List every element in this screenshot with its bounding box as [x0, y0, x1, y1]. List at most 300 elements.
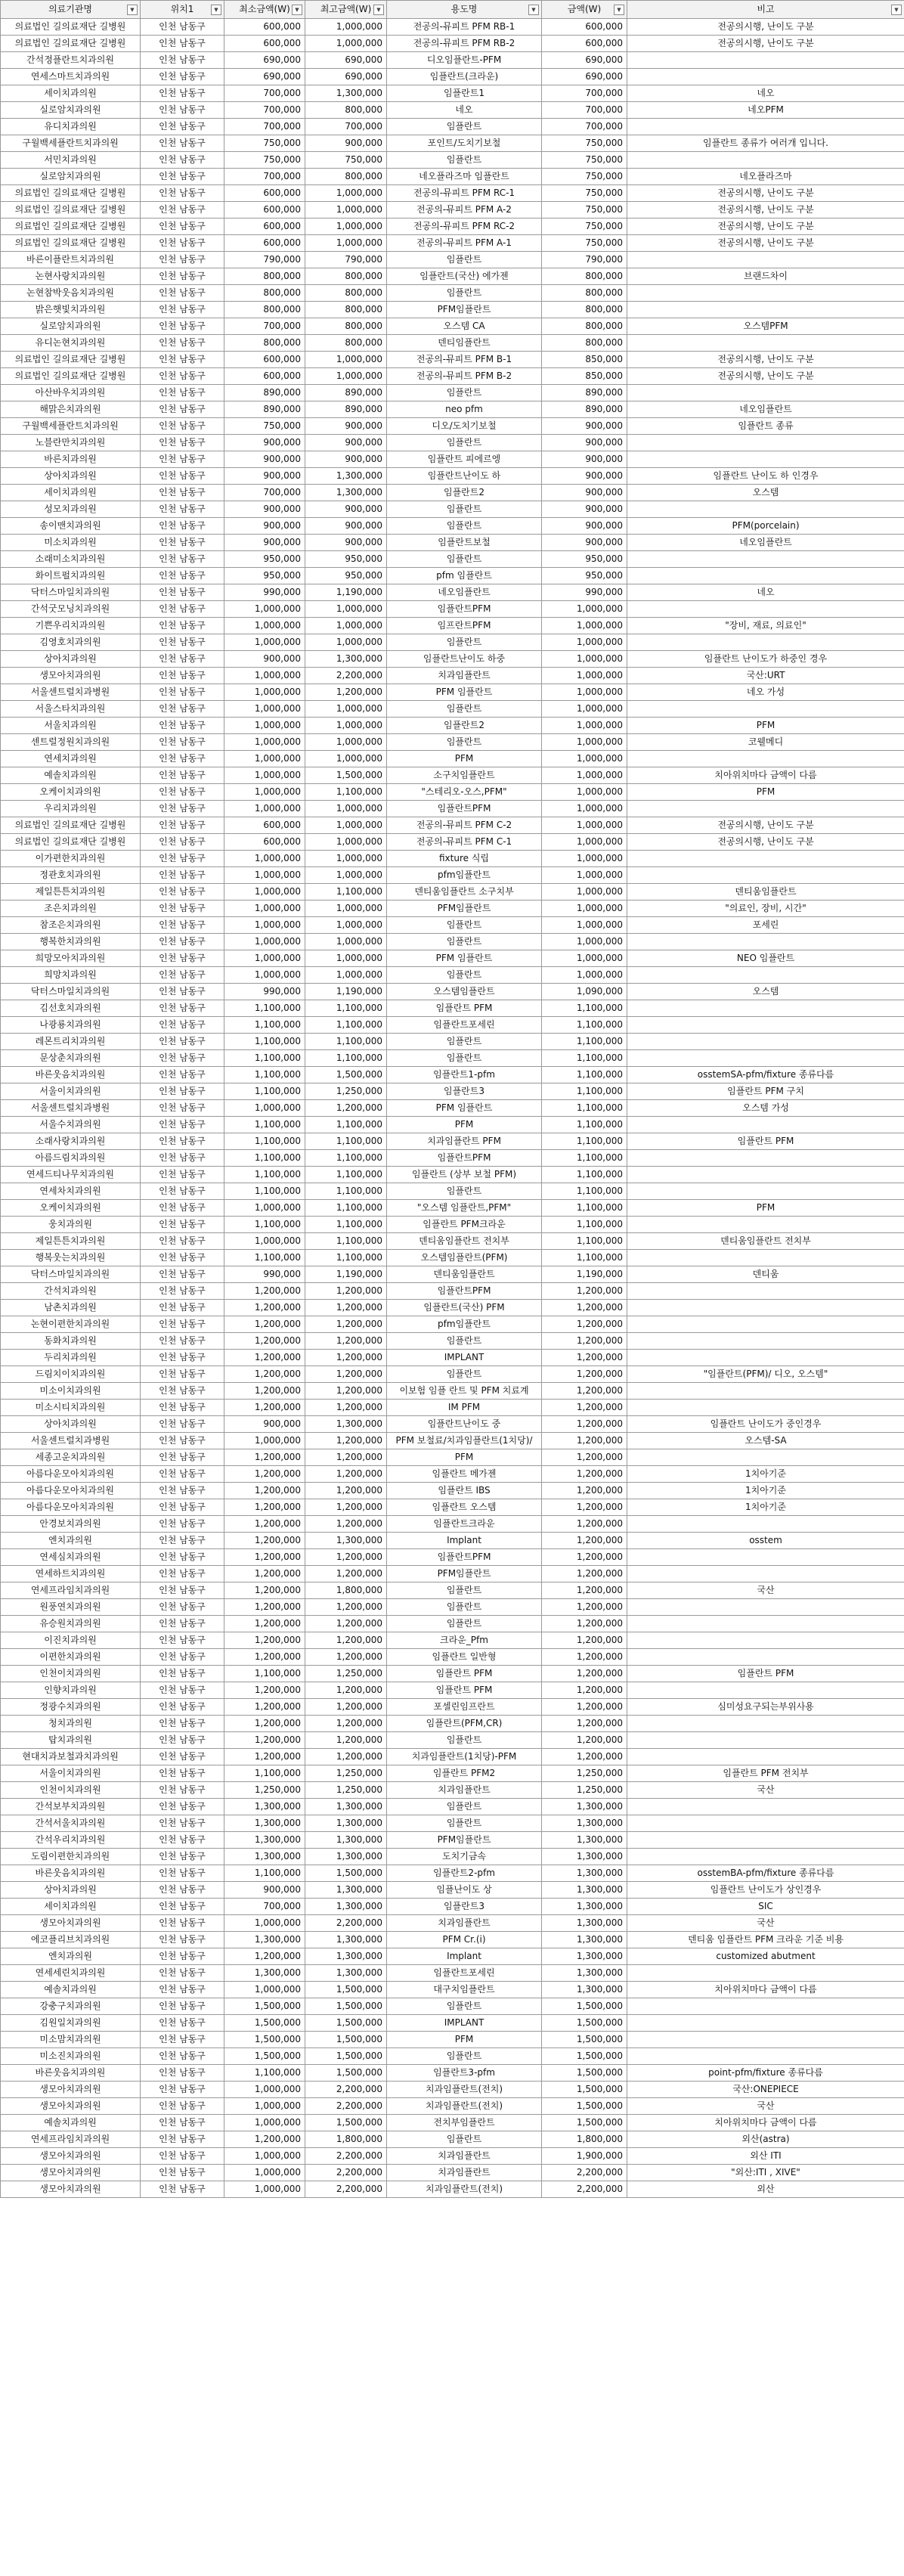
cell-min-price[interactable]: 1,200,000: [224, 1566, 305, 1582]
cell-remarks[interactable]: [627, 1516, 904, 1533]
cell-price[interactable]: 1,500,000: [542, 1998, 627, 2015]
cell-price[interactable]: 1,000,000: [542, 934, 627, 950]
filter-dropdown-icon[interactable]: ▼: [614, 5, 624, 15]
cell-min-price[interactable]: 1,000,000: [224, 618, 305, 634]
cell-max-price[interactable]: 1,100,000: [305, 1200, 387, 1217]
cell-remarks[interactable]: [627, 1000, 904, 1017]
cell-min-price[interactable]: 1,000,000: [224, 2115, 305, 2131]
cell-max-price[interactable]: 2,200,000: [305, 2181, 387, 2198]
cell-max-price[interactable]: 1,000,000: [305, 934, 387, 950]
cell-institution[interactable]: 의료법인 길의료재단 길병원: [1, 235, 141, 252]
cell-min-price[interactable]: 1,100,000: [224, 1000, 305, 1017]
cell-max-price[interactable]: 750,000: [305, 152, 387, 169]
cell-institution[interactable]: 성모치과의원: [1, 501, 141, 518]
cell-price[interactable]: 700,000: [542, 85, 627, 102]
cell-remarks[interactable]: [627, 119, 904, 135]
cell-max-price[interactable]: 1,200,000: [305, 1682, 387, 1699]
cell-institution[interactable]: 생모아치과의원: [1, 2082, 141, 2098]
cell-price[interactable]: 1,100,000: [542, 1083, 627, 1100]
cell-remarks[interactable]: [627, 1150, 904, 1167]
cell-institution[interactable]: 의료법인 길의료재단 길병원: [1, 352, 141, 368]
cell-remarks[interactable]: [627, 1965, 904, 1982]
cell-price[interactable]: 1,000,000: [542, 967, 627, 984]
cell-price[interactable]: 1,500,000: [542, 2048, 627, 2065]
cell-location[interactable]: 인천 남동구: [141, 684, 224, 701]
table-row[interactable]: [1, 551, 904, 568]
cell-location[interactable]: 인천 남동구: [141, 1499, 224, 1516]
cell-institution[interactable]: 서울수치과의원: [1, 1117, 141, 1133]
cell-remarks[interactable]: [627, 385, 904, 401]
table-row[interactable]: [1, 69, 904, 85]
cell-price[interactable]: 1,300,000: [542, 1865, 627, 1882]
cell-min-price[interactable]: 800,000: [224, 285, 305, 302]
cell-usage[interactable]: 임플란트: [387, 385, 542, 401]
cell-min-price[interactable]: 1,000,000: [224, 684, 305, 701]
cell-min-price[interactable]: 800,000: [224, 335, 305, 352]
cell-remarks[interactable]: [627, 601, 904, 618]
cell-usage[interactable]: 덴티움임플란트: [387, 1266, 542, 1283]
cell-price[interactable]: 1,100,000: [542, 1167, 627, 1183]
cell-max-price[interactable]: 1,250,000: [305, 1666, 387, 1682]
cell-usage[interactable]: 임플란트: [387, 152, 542, 169]
cell-min-price[interactable]: 1,100,000: [224, 1183, 305, 1200]
cell-price[interactable]: 1,000,000: [542, 634, 627, 651]
cell-usage[interactable]: PFM임플란트: [387, 1832, 542, 1849]
cell-usage[interactable]: 임플란트: [387, 701, 542, 718]
table-row[interactable]: [1, 385, 904, 401]
cell-usage[interactable]: 임플란트: [387, 501, 542, 518]
cell-min-price[interactable]: 990,000: [224, 1266, 305, 1283]
cell-min-price[interactable]: 1,200,000: [224, 1533, 305, 1549]
cell-max-price[interactable]: 2,200,000: [305, 2082, 387, 2098]
cell-price[interactable]: 750,000: [542, 135, 627, 152]
cell-location[interactable]: 인천 남동구: [141, 501, 224, 518]
cell-remarks[interactable]: PFM: [627, 718, 904, 734]
cell-max-price[interactable]: 1,300,000: [305, 1832, 387, 1849]
cell-usage[interactable]: 임플란트 PFM2: [387, 1765, 542, 1782]
cell-location[interactable]: 인천 남동구: [141, 734, 224, 751]
cell-min-price[interactable]: 700,000: [224, 318, 305, 335]
cell-min-price[interactable]: 1,200,000: [224, 1300, 305, 1316]
cell-location[interactable]: 인천 남동구: [141, 1067, 224, 1083]
cell-remarks[interactable]: 치아위치마다 금액이 다름: [627, 767, 904, 784]
cell-max-price[interactable]: 1,000,000: [305, 202, 387, 219]
table-row[interactable]: [1, 901, 904, 917]
cell-usage[interactable]: 네오플라즈마 임플란트: [387, 169, 542, 185]
cell-remarks[interactable]: [627, 2032, 904, 2048]
cell-location[interactable]: 인천 남동구: [141, 1233, 224, 1250]
cell-price[interactable]: 900,000: [542, 451, 627, 468]
cell-usage[interactable]: 임플란트2-pfm: [387, 1865, 542, 1882]
cell-usage[interactable]: 임플란트: [387, 1183, 542, 1200]
cell-remarks[interactable]: 브랜드차이: [627, 268, 904, 285]
cell-institution[interactable]: 유디치과의원: [1, 119, 141, 135]
cell-max-price[interactable]: 1,200,000: [305, 1499, 387, 1516]
cell-location[interactable]: 인천 남동구: [141, 435, 224, 451]
cell-remarks[interactable]: 오스템: [627, 984, 904, 1000]
cell-usage[interactable]: 디오/도치기보철: [387, 418, 542, 435]
cell-remarks[interactable]: 덴티움임플란트 전치부: [627, 1233, 904, 1250]
cell-location[interactable]: 인천 남동구: [141, 917, 224, 934]
cell-usage[interactable]: 치과임플란트 PFM: [387, 1133, 542, 1150]
cell-min-price[interactable]: 750,000: [224, 152, 305, 169]
cell-price[interactable]: 1,200,000: [542, 1300, 627, 1316]
table-row[interactable]: [1, 1333, 904, 1350]
cell-usage[interactable]: 치과임플란트(전치): [387, 2082, 542, 2098]
cell-remarks[interactable]: 전공의시행, 난이도 구분: [627, 36, 904, 52]
cell-price[interactable]: 1,300,000: [542, 1982, 627, 1998]
cell-remarks[interactable]: 네오플라즈마: [627, 169, 904, 185]
table-row[interactable]: [1, 1948, 904, 1965]
cell-location[interactable]: 인천 남동구: [141, 634, 224, 651]
cell-max-price[interactable]: 1,000,000: [305, 751, 387, 767]
cell-institution[interactable]: 바른웃음치과의원: [1, 2065, 141, 2082]
cell-institution[interactable]: 의료법인 길의료재단 길병원: [1, 202, 141, 219]
cell-location[interactable]: 인천 남동구: [141, 1915, 224, 1932]
cell-location[interactable]: 인천 남동구: [141, 1815, 224, 1832]
table-row[interactable]: [1, 1183, 904, 1200]
cell-institution[interactable]: 안경보치과의원: [1, 1516, 141, 1533]
cell-institution[interactable]: 바른치과의원: [1, 451, 141, 468]
cell-institution[interactable]: 예솔치과의원: [1, 767, 141, 784]
table-row[interactable]: [1, 2098, 904, 2115]
cell-usage[interactable]: 임플란트: [387, 1366, 542, 1383]
cell-usage[interactable]: 임플란트1: [387, 85, 542, 102]
cell-min-price[interactable]: 600,000: [224, 202, 305, 219]
cell-institution[interactable]: 세이치과의원: [1, 485, 141, 501]
cell-location[interactable]: 인천 남동구: [141, 2181, 224, 2198]
cell-min-price[interactable]: 1,500,000: [224, 2032, 305, 2048]
table-row[interactable]: [1, 85, 904, 102]
cell-price[interactable]: 850,000: [542, 368, 627, 385]
table-row[interactable]: [1, 152, 904, 169]
table-row[interactable]: [1, 1749, 904, 1765]
cell-usage[interactable]: 임플란트 일반형: [387, 1649, 542, 1666]
cell-min-price[interactable]: 1,200,000: [224, 1582, 305, 1599]
cell-min-price[interactable]: 1,100,000: [224, 1017, 305, 1034]
cell-min-price[interactable]: 900,000: [224, 1416, 305, 1433]
cell-min-price[interactable]: 600,000: [224, 817, 305, 834]
cell-institution[interactable]: 현대치과보철과치과의원: [1, 1749, 141, 1765]
table-row[interactable]: [1, 2082, 904, 2098]
cell-remarks[interactable]: [627, 851, 904, 867]
cell-min-price[interactable]: 1,000,000: [224, 901, 305, 917]
cell-price[interactable]: 1,200,000: [542, 1616, 627, 1632]
cell-max-price[interactable]: 900,000: [305, 135, 387, 152]
cell-min-price[interactable]: 1,200,000: [224, 1400, 305, 1416]
cell-min-price[interactable]: 1,500,000: [224, 2048, 305, 2065]
table-row[interactable]: [1, 568, 904, 584]
cell-min-price[interactable]: 600,000: [224, 834, 305, 851]
cell-location[interactable]: 인천 남동구: [141, 268, 224, 285]
cell-usage[interactable]: 덴티움임플란트 소구치부: [387, 884, 542, 901]
cell-institution[interactable]: 바른이플란트치과의원: [1, 252, 141, 268]
table-row[interactable]: [1, 1616, 904, 1632]
table-row[interactable]: [1, 884, 904, 901]
cell-price[interactable]: 900,000: [542, 501, 627, 518]
cell-price[interactable]: 1,500,000: [542, 2032, 627, 2048]
cell-min-price[interactable]: 1,200,000: [224, 1732, 305, 1749]
cell-usage[interactable]: PFM 임플란트: [387, 950, 542, 967]
cell-location[interactable]: 인천 남동구: [141, 784, 224, 801]
cell-institution[interactable]: 제일튼튼치과의원: [1, 884, 141, 901]
cell-max-price[interactable]: 1,500,000: [305, 1067, 387, 1083]
cell-location[interactable]: 인천 남동구: [141, 1865, 224, 1882]
cell-location[interactable]: 인천 남동구: [141, 1516, 224, 1533]
cell-remarks[interactable]: 네오임플란트: [627, 535, 904, 551]
table-row[interactable]: [1, 52, 904, 69]
table-row[interactable]: [1, 1716, 904, 1732]
cell-institution[interactable]: 오케이치과의원: [1, 784, 141, 801]
cell-price[interactable]: 1,100,000: [542, 1133, 627, 1150]
cell-location[interactable]: 인천 남동구: [141, 69, 224, 85]
cell-location[interactable]: 인천 남동구: [141, 2131, 224, 2148]
cell-price[interactable]: 900,000: [542, 418, 627, 435]
cell-remarks[interactable]: 전공의시행, 난이도 구분: [627, 834, 904, 851]
cell-max-price[interactable]: 1,500,000: [305, 2048, 387, 2065]
cell-remarks[interactable]: [627, 1616, 904, 1632]
table-row[interactable]: [1, 1899, 904, 1915]
table-row[interactable]: [1, 219, 904, 235]
cell-usage[interactable]: 이보험 임플 란트 및 PFM 치료계: [387, 1383, 542, 1400]
table-row[interactable]: [1, 817, 904, 834]
cell-institution[interactable]: 닥터스마일치과의원: [1, 1266, 141, 1283]
cell-remarks[interactable]: 국산: [627, 2098, 904, 2115]
cell-usage[interactable]: 임플란트: [387, 967, 542, 984]
cell-max-price[interactable]: 900,000: [305, 418, 387, 435]
cell-usage[interactable]: 임플란트: [387, 1034, 542, 1050]
cell-price[interactable]: 1,200,000: [542, 1682, 627, 1699]
cell-min-price[interactable]: 1,200,000: [224, 1549, 305, 1566]
cell-usage[interactable]: 임플란트: [387, 119, 542, 135]
table-row[interactable]: [1, 601, 904, 618]
cell-usage[interactable]: 임플란트 (상부 보철 PFM): [387, 1167, 542, 1183]
cell-location[interactable]: 인천 남동구: [141, 1965, 224, 1982]
cell-max-price[interactable]: 1,000,000: [305, 19, 387, 36]
cell-usage[interactable]: pfm 임플란트: [387, 568, 542, 584]
cell-usage[interactable]: 전공의-뮤피트 PFM RB-2: [387, 36, 542, 52]
cell-usage[interactable]: PFM: [387, 1117, 542, 1133]
cell-location[interactable]: 인천 남동구: [141, 2065, 224, 2082]
cell-remarks[interactable]: [627, 1599, 904, 1616]
cell-institution[interactable]: 간석서울치과의원: [1, 1815, 141, 1832]
cell-usage[interactable]: 치과임플란트: [387, 1782, 542, 1799]
cell-location[interactable]: 인천 남동구: [141, 1000, 224, 1017]
cell-institution[interactable]: 아름다운모아치과의원: [1, 1499, 141, 1516]
cell-usage[interactable]: 전공의-뮤피트 PFM A-2: [387, 202, 542, 219]
cell-location[interactable]: 인천 남동구: [141, 352, 224, 368]
cell-usage[interactable]: 임플란트: [387, 734, 542, 751]
cell-institution[interactable]: 의료법인 길의료재단 길병원: [1, 185, 141, 202]
cell-min-price[interactable]: 1,200,000: [224, 1383, 305, 1400]
cell-remarks[interactable]: [627, 1649, 904, 1666]
cell-max-price[interactable]: 1,000,000: [305, 718, 387, 734]
cell-remarks[interactable]: [627, 1815, 904, 1832]
cell-remarks[interactable]: 임플란트 PFM: [627, 1666, 904, 1682]
cell-max-price[interactable]: 2,200,000: [305, 1915, 387, 1932]
cell-min-price[interactable]: 1,200,000: [224, 1366, 305, 1383]
cell-max-price[interactable]: 1,200,000: [305, 1433, 387, 1449]
cell-institution[interactable]: 간석정플란트치과의원: [1, 52, 141, 69]
cell-price[interactable]: 1,100,000: [542, 1000, 627, 1017]
cell-usage[interactable]: 임플란트3-pfm: [387, 2065, 542, 2082]
cell-max-price[interactable]: 1,300,000: [305, 1849, 387, 1865]
cell-remarks[interactable]: [627, 1333, 904, 1350]
cell-location[interactable]: 인천 남동구: [141, 85, 224, 102]
cell-price[interactable]: 700,000: [542, 119, 627, 135]
cell-price[interactable]: 1,200,000: [542, 1433, 627, 1449]
cell-max-price[interactable]: 1,250,000: [305, 1083, 387, 1100]
cell-institution[interactable]: 간석보부치과의원: [1, 1799, 141, 1815]
cell-max-price[interactable]: 1,000,000: [305, 950, 387, 967]
cell-location[interactable]: 인천 남동구: [141, 1832, 224, 1849]
cell-max-price[interactable]: 2,200,000: [305, 668, 387, 684]
cell-location[interactable]: 인천 남동구: [141, 1217, 224, 1233]
cell-remarks[interactable]: [627, 152, 904, 169]
cell-max-price[interactable]: 1,250,000: [305, 1765, 387, 1782]
cell-usage[interactable]: Implant: [387, 1948, 542, 1965]
cell-usage[interactable]: 임플란트 PFM크라운: [387, 1217, 542, 1233]
cell-min-price[interactable]: 1,200,000: [224, 1350, 305, 1366]
cell-location[interactable]: 인천 남동구: [141, 152, 224, 169]
cell-price[interactable]: 1,250,000: [542, 1782, 627, 1799]
cell-institution[interactable]: 나광룡치과의원: [1, 1017, 141, 1034]
cell-max-price[interactable]: 800,000: [305, 268, 387, 285]
cell-usage[interactable]: 임플란트 피에르엥: [387, 451, 542, 468]
cell-price[interactable]: 1,200,000: [542, 1533, 627, 1549]
cell-location[interactable]: 인천 남동구: [141, 1133, 224, 1150]
table-row[interactable]: [1, 352, 904, 368]
cell-remarks[interactable]: 포세린: [627, 917, 904, 934]
cell-min-price[interactable]: 1,200,000: [224, 1316, 305, 1333]
cell-institution[interactable]: 오케이치과의원: [1, 1200, 141, 1217]
cell-price[interactable]: 950,000: [542, 551, 627, 568]
cell-institution[interactable]: 예솔치과의원: [1, 1982, 141, 1998]
cell-max-price[interactable]: 1,200,000: [305, 1716, 387, 1732]
cell-institution[interactable]: 인향치과의원: [1, 1682, 141, 1699]
cell-institution[interactable]: 상아치과의원: [1, 1882, 141, 1899]
cell-institution[interactable]: 상아치과의원: [1, 651, 141, 668]
cell-price[interactable]: 700,000: [542, 102, 627, 119]
cell-price[interactable]: 900,000: [542, 518, 627, 535]
cell-institution[interactable]: 연세프라임치과의원: [1, 2131, 141, 2148]
cell-remarks[interactable]: 덴티움: [627, 1266, 904, 1283]
cell-remarks[interactable]: [627, 1749, 904, 1765]
cell-price[interactable]: 1,500,000: [542, 2098, 627, 2115]
cell-location[interactable]: 인천 남동구: [141, 1400, 224, 1416]
cell-remarks[interactable]: [627, 451, 904, 468]
cell-max-price[interactable]: 790,000: [305, 252, 387, 268]
table-row[interactable]: [1, 634, 904, 651]
cell-price[interactable]: 1,100,000: [542, 1200, 627, 1217]
cell-max-price[interactable]: 1,100,000: [305, 1167, 387, 1183]
cell-usage[interactable]: 덴티움임플란트 전치부: [387, 1233, 542, 1250]
cell-price[interactable]: 1,300,000: [542, 1932, 627, 1948]
cell-remarks[interactable]: 1치아기준: [627, 1483, 904, 1499]
cell-usage[interactable]: 임플란트: [387, 634, 542, 651]
cell-min-price[interactable]: 1,000,000: [224, 1233, 305, 1250]
cell-institution[interactable]: 엔치과의원: [1, 1948, 141, 1965]
cell-price[interactable]: 800,000: [542, 268, 627, 285]
cell-usage[interactable]: pfm임플란트: [387, 867, 542, 884]
cell-max-price[interactable]: 1,300,000: [305, 1815, 387, 1832]
cell-price[interactable]: 1,100,000: [542, 1017, 627, 1034]
filter-dropdown-icon[interactable]: ▼: [891, 5, 902, 15]
cell-remarks[interactable]: 임플란트 PFM: [627, 1133, 904, 1150]
cell-remarks[interactable]: 오스템-SA: [627, 1433, 904, 1449]
cell-min-price[interactable]: 1,100,000: [224, 2065, 305, 2082]
cell-price[interactable]: 1,200,000: [542, 1483, 627, 1499]
table-row[interactable]: [1, 1915, 904, 1932]
cell-min-price[interactable]: 1,000,000: [224, 1433, 305, 1449]
cell-remarks[interactable]: 임플란트 PFM 전치부: [627, 1765, 904, 1782]
cell-remarks[interactable]: [627, 1167, 904, 1183]
table-row[interactable]: [1, 1998, 904, 2015]
cell-max-price[interactable]: 1,500,000: [305, 1998, 387, 2015]
cell-price[interactable]: 1,500,000: [542, 2065, 627, 2082]
cell-min-price[interactable]: 600,000: [224, 235, 305, 252]
cell-max-price[interactable]: 1,300,000: [305, 1932, 387, 1948]
cell-price[interactable]: 1,200,000: [542, 1400, 627, 1416]
cell-remarks[interactable]: [627, 1316, 904, 1333]
cell-usage[interactable]: Implant: [387, 1533, 542, 1549]
cell-min-price[interactable]: 750,000: [224, 418, 305, 435]
cell-remarks[interactable]: PFM(porcelain): [627, 518, 904, 535]
cell-institution[interactable]: 아름다운모아치과의원: [1, 1466, 141, 1483]
cell-usage[interactable]: 임플란트: [387, 917, 542, 934]
filter-dropdown-icon[interactable]: ▼: [211, 5, 221, 15]
cell-remarks[interactable]: 네오임플란트: [627, 401, 904, 418]
cell-min-price[interactable]: 690,000: [224, 69, 305, 85]
cell-remarks[interactable]: 외산: [627, 2181, 904, 2198]
cell-price[interactable]: 1,200,000: [542, 1599, 627, 1616]
cell-location[interactable]: 인천 남동구: [141, 1682, 224, 1699]
cell-location[interactable]: 인천 남동구: [141, 817, 224, 834]
cell-min-price[interactable]: 700,000: [224, 102, 305, 119]
cell-institution[interactable]: 생모아치과의원: [1, 2148, 141, 2165]
cell-max-price[interactable]: 1,000,000: [305, 185, 387, 202]
cell-institution[interactable]: 논현참박웃음치과의원: [1, 285, 141, 302]
cell-institution[interactable]: 노블란만치과의원: [1, 435, 141, 451]
cell-min-price[interactable]: 1,500,000: [224, 2015, 305, 2032]
cell-location[interactable]: 인천 남동구: [141, 767, 224, 784]
cell-remarks[interactable]: point-pfm/fixture 종류다름: [627, 2065, 904, 2082]
cell-remarks[interactable]: [627, 1849, 904, 1865]
cell-usage[interactable]: PFM: [387, 1449, 542, 1466]
cell-location[interactable]: 인천 남동구: [141, 1732, 224, 1749]
cell-institution[interactable]: 서울이치과의원: [1, 1765, 141, 1782]
cell-institution[interactable]: 아름다운모아치과의원: [1, 1483, 141, 1499]
cell-remarks[interactable]: [627, 1183, 904, 1200]
cell-min-price[interactable]: 1,200,000: [224, 1333, 305, 1350]
cell-remarks[interactable]: 임플란트 종류: [627, 418, 904, 435]
cell-min-price[interactable]: 1,000,000: [224, 601, 305, 618]
cell-max-price[interactable]: 1,200,000: [305, 684, 387, 701]
table-row[interactable]: [1, 934, 904, 950]
cell-price[interactable]: 1,000,000: [542, 618, 627, 634]
cell-location[interactable]: 인천 남동구: [141, 618, 224, 634]
cell-remarks[interactable]: [627, 1732, 904, 1749]
cell-remarks[interactable]: [627, 1034, 904, 1050]
cell-price[interactable]: 1,200,000: [542, 1499, 627, 1516]
cell-price[interactable]: 1,200,000: [542, 1333, 627, 1350]
table-row[interactable]: [1, 1217, 904, 1233]
table-row[interactable]: [1, 1865, 904, 1882]
cell-price[interactable]: 1,000,000: [542, 884, 627, 901]
cell-usage[interactable]: 임플란트PFM: [387, 801, 542, 817]
table-row[interactable]: [1, 2015, 904, 2032]
cell-usage[interactable]: 임플란트PFM: [387, 601, 542, 618]
